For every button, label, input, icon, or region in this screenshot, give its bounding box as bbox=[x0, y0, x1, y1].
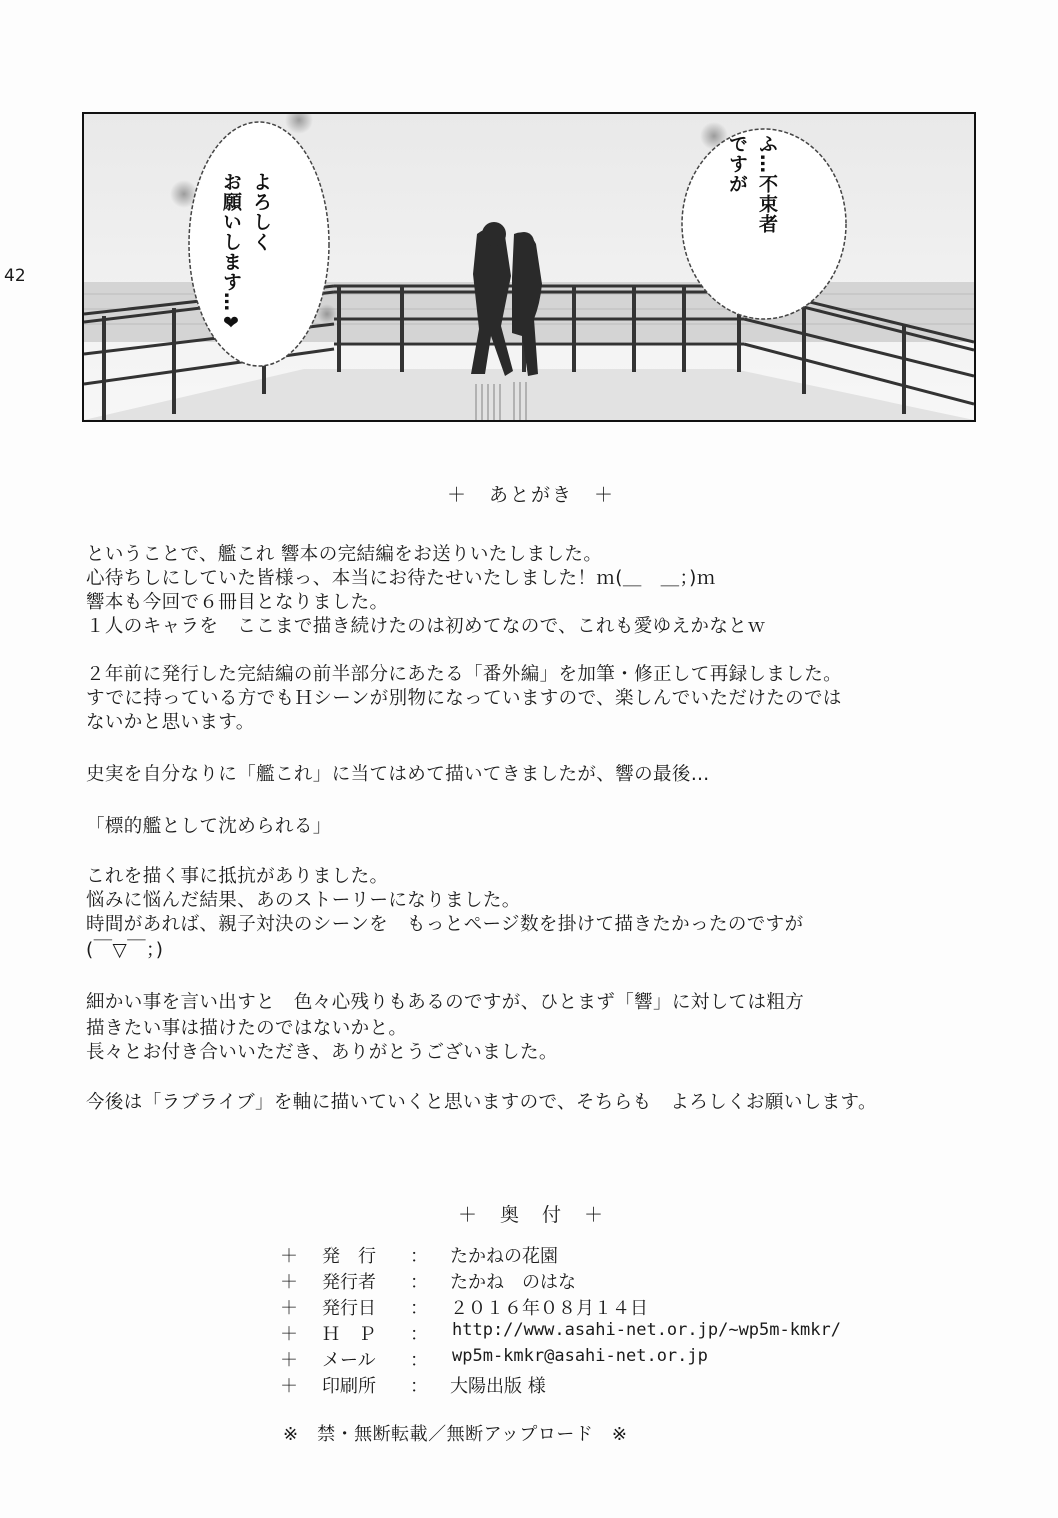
speech-bubble-left bbox=[216, 172, 276, 362]
manga-panel bbox=[82, 112, 976, 422]
colophon-separator: ： bbox=[410, 1246, 428, 1267]
colophon-label: 印刷所 bbox=[322, 1376, 376, 1397]
email-address: wp5m-kmkr@asahi-net.or.jp bbox=[452, 1346, 708, 1366]
page-number: 42 bbox=[4, 266, 26, 286]
colophon-label: 発行者 bbox=[322, 1272, 376, 1293]
colophon-separator: ： bbox=[410, 1324, 428, 1345]
afterword-line: 細かい事を言い出すと 色々心残りもあるのですが、ひとまず「響」に対しては粗方 bbox=[86, 992, 805, 1013]
afterword-line: 「標的艦として沈められる」 bbox=[86, 816, 332, 837]
afterword-line: これを描く事に抵抗がありました。 bbox=[86, 866, 389, 887]
colophon-label: 発行日 bbox=[322, 1298, 376, 1319]
afterword-line: すでに持っている方でもＨシーンが別物になっていますので、楽しんでいただけたのでは bbox=[86, 688, 842, 709]
colophon-value: 大陽出版 様 bbox=[450, 1376, 546, 1397]
plus-icon: ＋ bbox=[280, 1376, 298, 1397]
afterword-line: ということで、艦これ 響本の完結編をお送りいたしました。 bbox=[86, 544, 603, 565]
afterword-line: １人のキャラを ここまで描き続けたのは初めてなので、これも愛ゆえかなとｗ bbox=[86, 616, 767, 637]
afterword-line: (￣▽￣；) bbox=[86, 940, 164, 961]
afterword-line: 今後は「ラブライブ」を軸に描いていくと思いますので、そちらも よろしくお願いします。 bbox=[86, 1092, 877, 1113]
colophon-separator: ： bbox=[410, 1298, 428, 1319]
colophon-label: メール bbox=[322, 1350, 376, 1371]
afterword-line: 史実を自分なりに「艦これ」に当てはめて描いてきましたが、響の最後… bbox=[86, 764, 710, 785]
colophon-separator: ： bbox=[410, 1350, 428, 1371]
colophon-separator: ： bbox=[410, 1272, 428, 1293]
bubble-line: ふ…不束者 bbox=[756, 134, 778, 234]
plus-icon: ＋ bbox=[280, 1298, 298, 1319]
plus-icon: ＋ bbox=[280, 1246, 298, 1267]
afterword-line: 心待ちしにしていた皆様っ、本当にお待たせいたしました！ｍ(＿ ＿；)ｍ bbox=[86, 568, 716, 589]
colophon-value: たかねの花園 bbox=[450, 1246, 558, 1267]
speech-bubble-right bbox=[722, 134, 782, 274]
plus-icon: ＋ bbox=[280, 1272, 298, 1293]
plus-icon: ＋ bbox=[280, 1324, 298, 1345]
bubble-line: ですが bbox=[726, 134, 748, 194]
colophon-heading: ＋ 奥 付 ＋ bbox=[458, 1204, 606, 1226]
afterword-line: 長々とお付き合いいただき、ありがとうございました。 bbox=[86, 1042, 558, 1063]
colophon-value: ２０１６年０８月１４日 bbox=[450, 1298, 648, 1319]
afterword-line: 響本も今回で６冊目となりました。 bbox=[86, 592, 389, 613]
heart-icon: ❤ bbox=[220, 312, 242, 335]
afterword-line: 時間があれば、親子対決のシーンを もっとページ数を掛けて描きたかったのですが bbox=[86, 914, 804, 935]
afterword-heading: ＋ あとがき ＋ bbox=[447, 484, 616, 506]
homepage-url: http://www.asahi-net.or.jp/~wp5m-kmkr/ bbox=[452, 1320, 841, 1340]
afterword-line: 描きたい事は描けたのではないかと。 bbox=[86, 1018, 408, 1039]
colophon-label: Ｈ Ｐ bbox=[322, 1324, 376, 1345]
bubble-line: よろしく bbox=[250, 172, 272, 252]
copyright-notice: ※ 禁・無断転載／無断アップロード ※ bbox=[283, 1424, 628, 1445]
colophon-label: 発 行 bbox=[322, 1246, 376, 1267]
bubble-line: お願いします… bbox=[220, 172, 242, 312]
colophon-value: たかね のはな bbox=[450, 1272, 576, 1293]
colophon-separator: ： bbox=[410, 1376, 428, 1397]
afterword-line: ないかと思います。 bbox=[86, 712, 255, 733]
plus-icon: ＋ bbox=[280, 1350, 298, 1371]
afterword-line: ２年前に発行した完結編の前半部分にあたる「番外編」を加筆・修正して再録しました。 bbox=[86, 664, 843, 685]
afterword-line: 悩みに悩んだ結果、あのストーリーになりました。 bbox=[86, 890, 521, 911]
